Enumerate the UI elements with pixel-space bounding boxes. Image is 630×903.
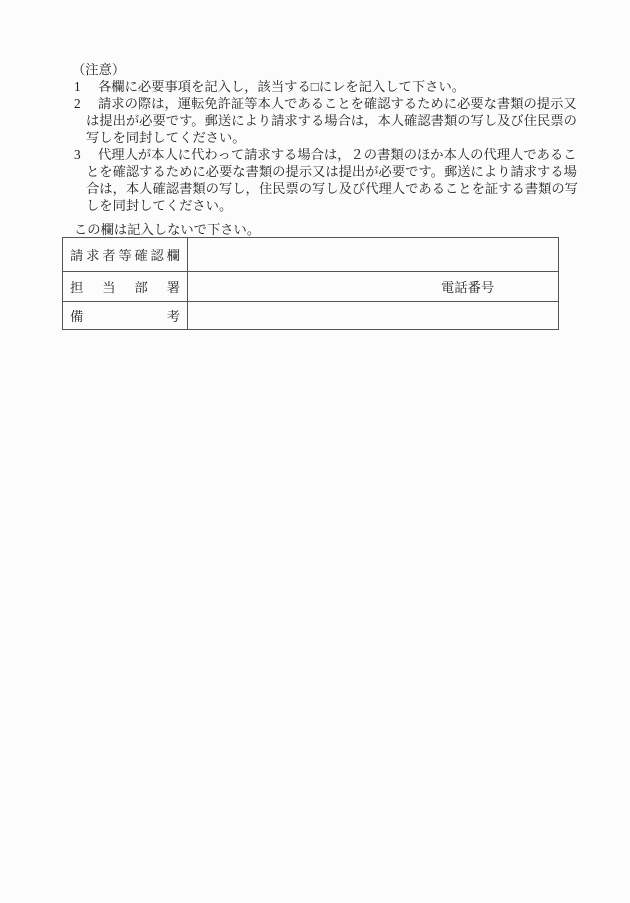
department-row <box>63 272 559 302</box>
requester-confirmation-field <box>188 238 559 272</box>
notice-item-1-line-1: 各欄に必要事項を記入し，該当する□にレを記入して下さい。 <box>98 79 466 94</box>
notice-item-3 <box>74 146 594 214</box>
notice-item-3-line-1: 代理人が本人に代わって請求する場合は，２の書類のほか本人の代理人であるこ <box>98 147 577 162</box>
office-use-table <box>62 237 559 330</box>
phone-number-label: 電話番号 <box>441 280 495 295</box>
remarks-row <box>63 302 559 330</box>
notice-section <box>74 61 594 214</box>
notice-item-2 <box>74 95 594 146</box>
remarks-label: 備 考 <box>70 309 180 324</box>
requester-confirmation-row <box>63 238 559 272</box>
notice-heading: （注意） <box>72 62 126 77</box>
office-use-note: この欄は記入しないで下さい。 <box>74 222 261 237</box>
department-label: 担 当 部 署 <box>70 280 180 295</box>
notice-item-2-number: 2 <box>74 96 81 111</box>
remarks-field <box>188 302 559 330</box>
notice-item-3-line-2: とを確認するために必要な書類の提示又は提出が必要です。郵送により請求する場 <box>86 164 577 179</box>
department-field <box>188 272 559 302</box>
requester-confirmation-label-cell <box>63 238 188 272</box>
notice-item-1-number: 1 <box>74 79 81 94</box>
notice-item-2-line-1: 請求の際は，運転免許証等本人であることを確認するために必要な書類の提示又 <box>98 96 577 111</box>
notice-item-3-line-3: 合は，本人確認書類の写し，住民票の写し及び代理人であることを証する書類の写 <box>86 181 578 196</box>
notice-item-2-line-2: は提出が必要です。郵送により請求する場合は，本人確認書類の写し及び住民票の <box>86 113 577 128</box>
requester-confirmation-label: 請 求 者 等 確 認 欄 <box>70 248 180 263</box>
notice-item-3-number: 3 <box>74 147 81 162</box>
notice-item-1 <box>74 78 594 95</box>
department-label-cell <box>63 272 188 302</box>
notice-item-3-line-4: しを同封してください。 <box>86 198 233 213</box>
notice-item-2-line-3: 写しを同封してください。 <box>86 130 246 145</box>
remarks-label-cell <box>63 302 188 330</box>
